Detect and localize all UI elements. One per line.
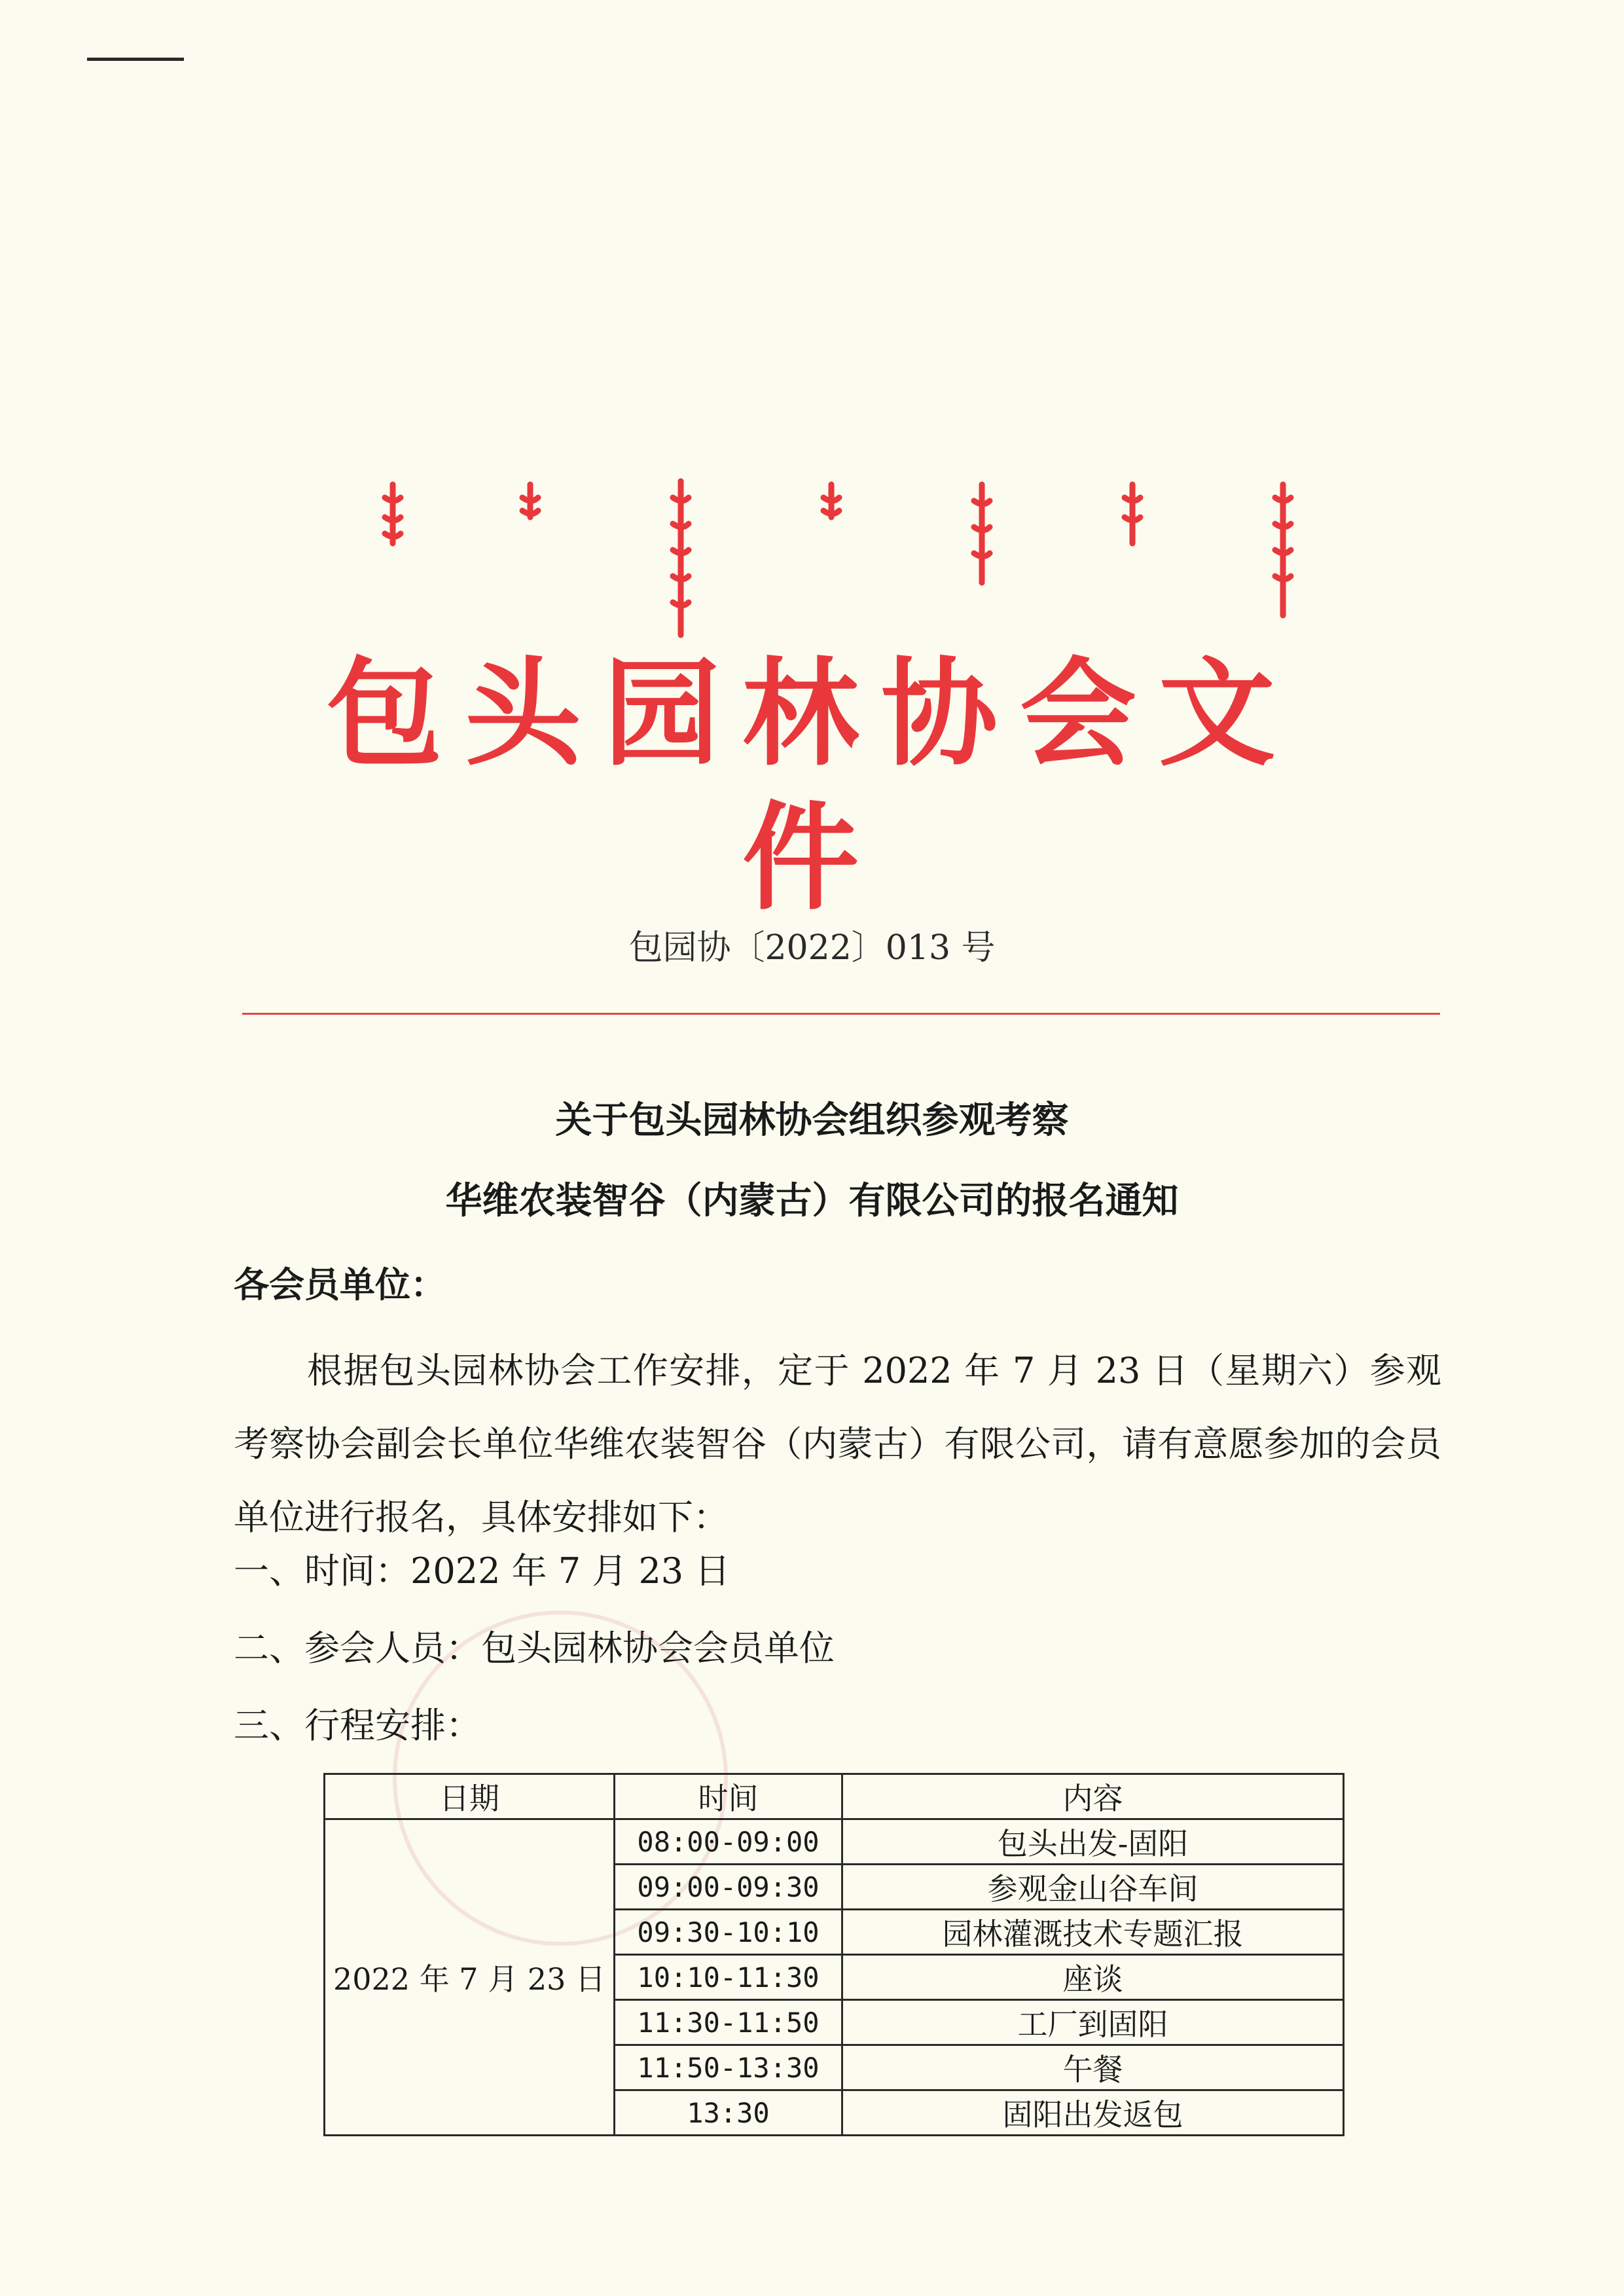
content-cell: 固阳出发返包 [842, 2090, 1344, 2136]
item-time: 一、时间：2022 年 7 月 23 日 [234, 1550, 731, 1592]
table-header-row [325, 1774, 1344, 1819]
date-cell: 2022 年 7 月 23 日 [325, 1819, 615, 2136]
content-cell: 参观金山谷车间 [842, 1865, 1344, 1910]
content-cell: 工厂到固阳 [842, 2000, 1344, 2045]
content-cell: 午餐 [842, 2045, 1344, 2090]
red-divider-line [242, 1013, 1440, 1015]
time-cell: 11:30-11:50 [615, 2000, 842, 2045]
body-paragraph: 根据包头园林协会工作安排，定于 2022 年 7 月 23 日（星期六）参观考察协会副会长单位华维农装智谷（内蒙古）有限公司，请有意愿参加的会员单位进行报名，具体安排如下： [234, 1350, 1441, 1538]
content-cell: 包头出发-固阳 [842, 1819, 1344, 1865]
notice-title-line1: 关于包头园林协会组织参观考察 [555, 1099, 1069, 1142]
salutation: 各会员单位： [234, 1264, 446, 1305]
item-itinerary: 三、行程安排： [234, 1705, 481, 1746]
mongolian-title [373, 471, 1329, 642]
item-participants: 二、参会人员：包头园林协会会员单位 [234, 1628, 835, 1669]
content-cell: 园林灌溉技术专题汇报 [842, 1910, 1344, 1955]
header-content: 内容 [842, 1774, 1344, 1819]
document-number: 包园协〔2022〕013 号 [628, 928, 996, 968]
content-cell: 座谈 [842, 1955, 1344, 2000]
mongolian-script-graphic [373, 471, 1329, 642]
header-date: 日期 [325, 1774, 615, 1819]
time-cell: 13:30 [615, 2090, 842, 2136]
time-cell: 09:00-09:30 [615, 1865, 842, 1910]
time-cell: 09:30-10:10 [615, 1910, 842, 1955]
corner-mark [87, 58, 184, 61]
time-cell: 10:10-11:30 [615, 1955, 842, 2000]
time-cell: 11:50-13:30 [615, 2045, 842, 2090]
header-time: 时间 [615, 1774, 842, 1819]
schedule-table [323, 1773, 1344, 2136]
notice-title-line2: 华维农装智谷（内蒙古）有限公司的报名通知 [445, 1180, 1179, 1222]
document-title: 包头园林协会文件 [326, 645, 1297, 926]
time-cell: 08:00-09:00 [615, 1819, 842, 1865]
table-row [325, 1819, 1344, 1865]
